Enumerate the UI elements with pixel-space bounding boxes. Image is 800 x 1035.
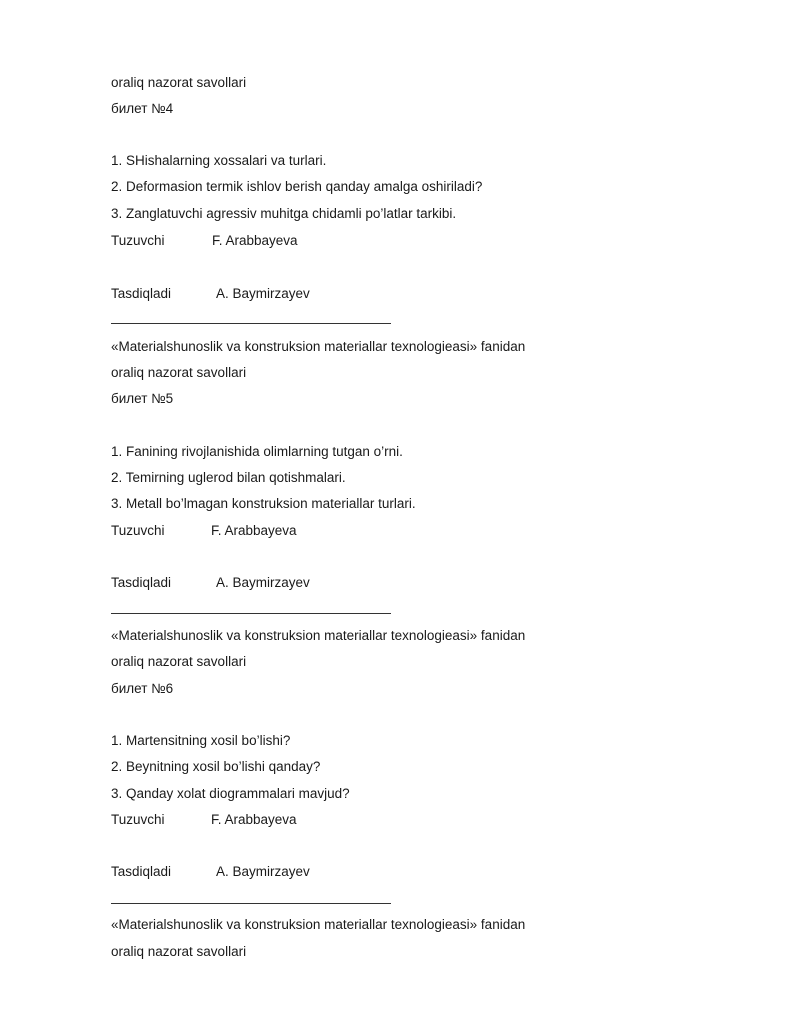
question-item: 3. Qanday xolat diogrammalari mavjud? (111, 786, 350, 801)
question-item: 2. Deformasion termik ishlov berish qanday amalga oshiriladi? (111, 179, 483, 194)
compiler-name: F. Arabbayeva (212, 233, 298, 248)
course-title: «Materialshunoslik va konstruksion materiallar texnologieasi» fanidan (111, 339, 526, 354)
compiler-name: F. Arabbayeva (211, 812, 297, 827)
question-item: 1. SHishalarning xossalari va turlari. (111, 153, 327, 168)
exam-subtitle: oraliq nazorat savollari (111, 944, 247, 959)
compiler-label: Tuzuvchi (111, 233, 165, 248)
approver-name: A. Baymirzayev (216, 286, 310, 301)
question-item: 2. Temirning uglerod bilan qotishmalari. (111, 470, 346, 485)
compiler-label: Tuzuvchi (111, 812, 165, 827)
course-title: «Materialshunoslik va konstruksion materiallar texnologieasi» fanidan (111, 628, 526, 643)
approver-name: A. Baymirzayev (216, 575, 310, 590)
ticket-number: билет №5 (111, 391, 174, 406)
separator-line (111, 613, 391, 614)
question-item: 3. Metall bo’lmagan konstruksion materiallar turlari. (111, 496, 416, 511)
ticket-number: билет №4 (111, 101, 174, 116)
exam-subtitle: oraliq nazorat savollari (111, 365, 247, 380)
course-title: «Materialshunoslik va konstruksion materiallar texnologieasi» fanidan (111, 917, 526, 932)
question-item: 3. Zanglatuvchi agressiv muhitga chidamli po’latlar tarkibi. (111, 206, 457, 221)
compiler-label: Tuzuvchi (111, 523, 165, 538)
approver-label: Tasdiqladi (111, 575, 172, 590)
exam-subtitle: oraliq nazorat savollari (111, 654, 247, 669)
separator-line (111, 323, 391, 324)
approver-name: A. Baymirzayev (216, 864, 310, 879)
ticket-number: билет №6 (111, 681, 174, 696)
approver-label: Tasdiqladi (111, 286, 172, 301)
compiler-name: F. Arabbayeva (211, 523, 297, 538)
question-item: 2. Beynitning xosil bo’lishi qanday? (111, 759, 321, 774)
exam-subtitle: oraliq nazorat savollari (111, 75, 247, 90)
separator-line (111, 903, 391, 904)
question-item: 1. Fanining rivojlanishida olimlarning tutgan o’rni. (111, 444, 403, 459)
question-item: 1. Martensitning xosil bo’lishi? (111, 733, 291, 748)
approver-label: Tasdiqladi (111, 864, 172, 879)
